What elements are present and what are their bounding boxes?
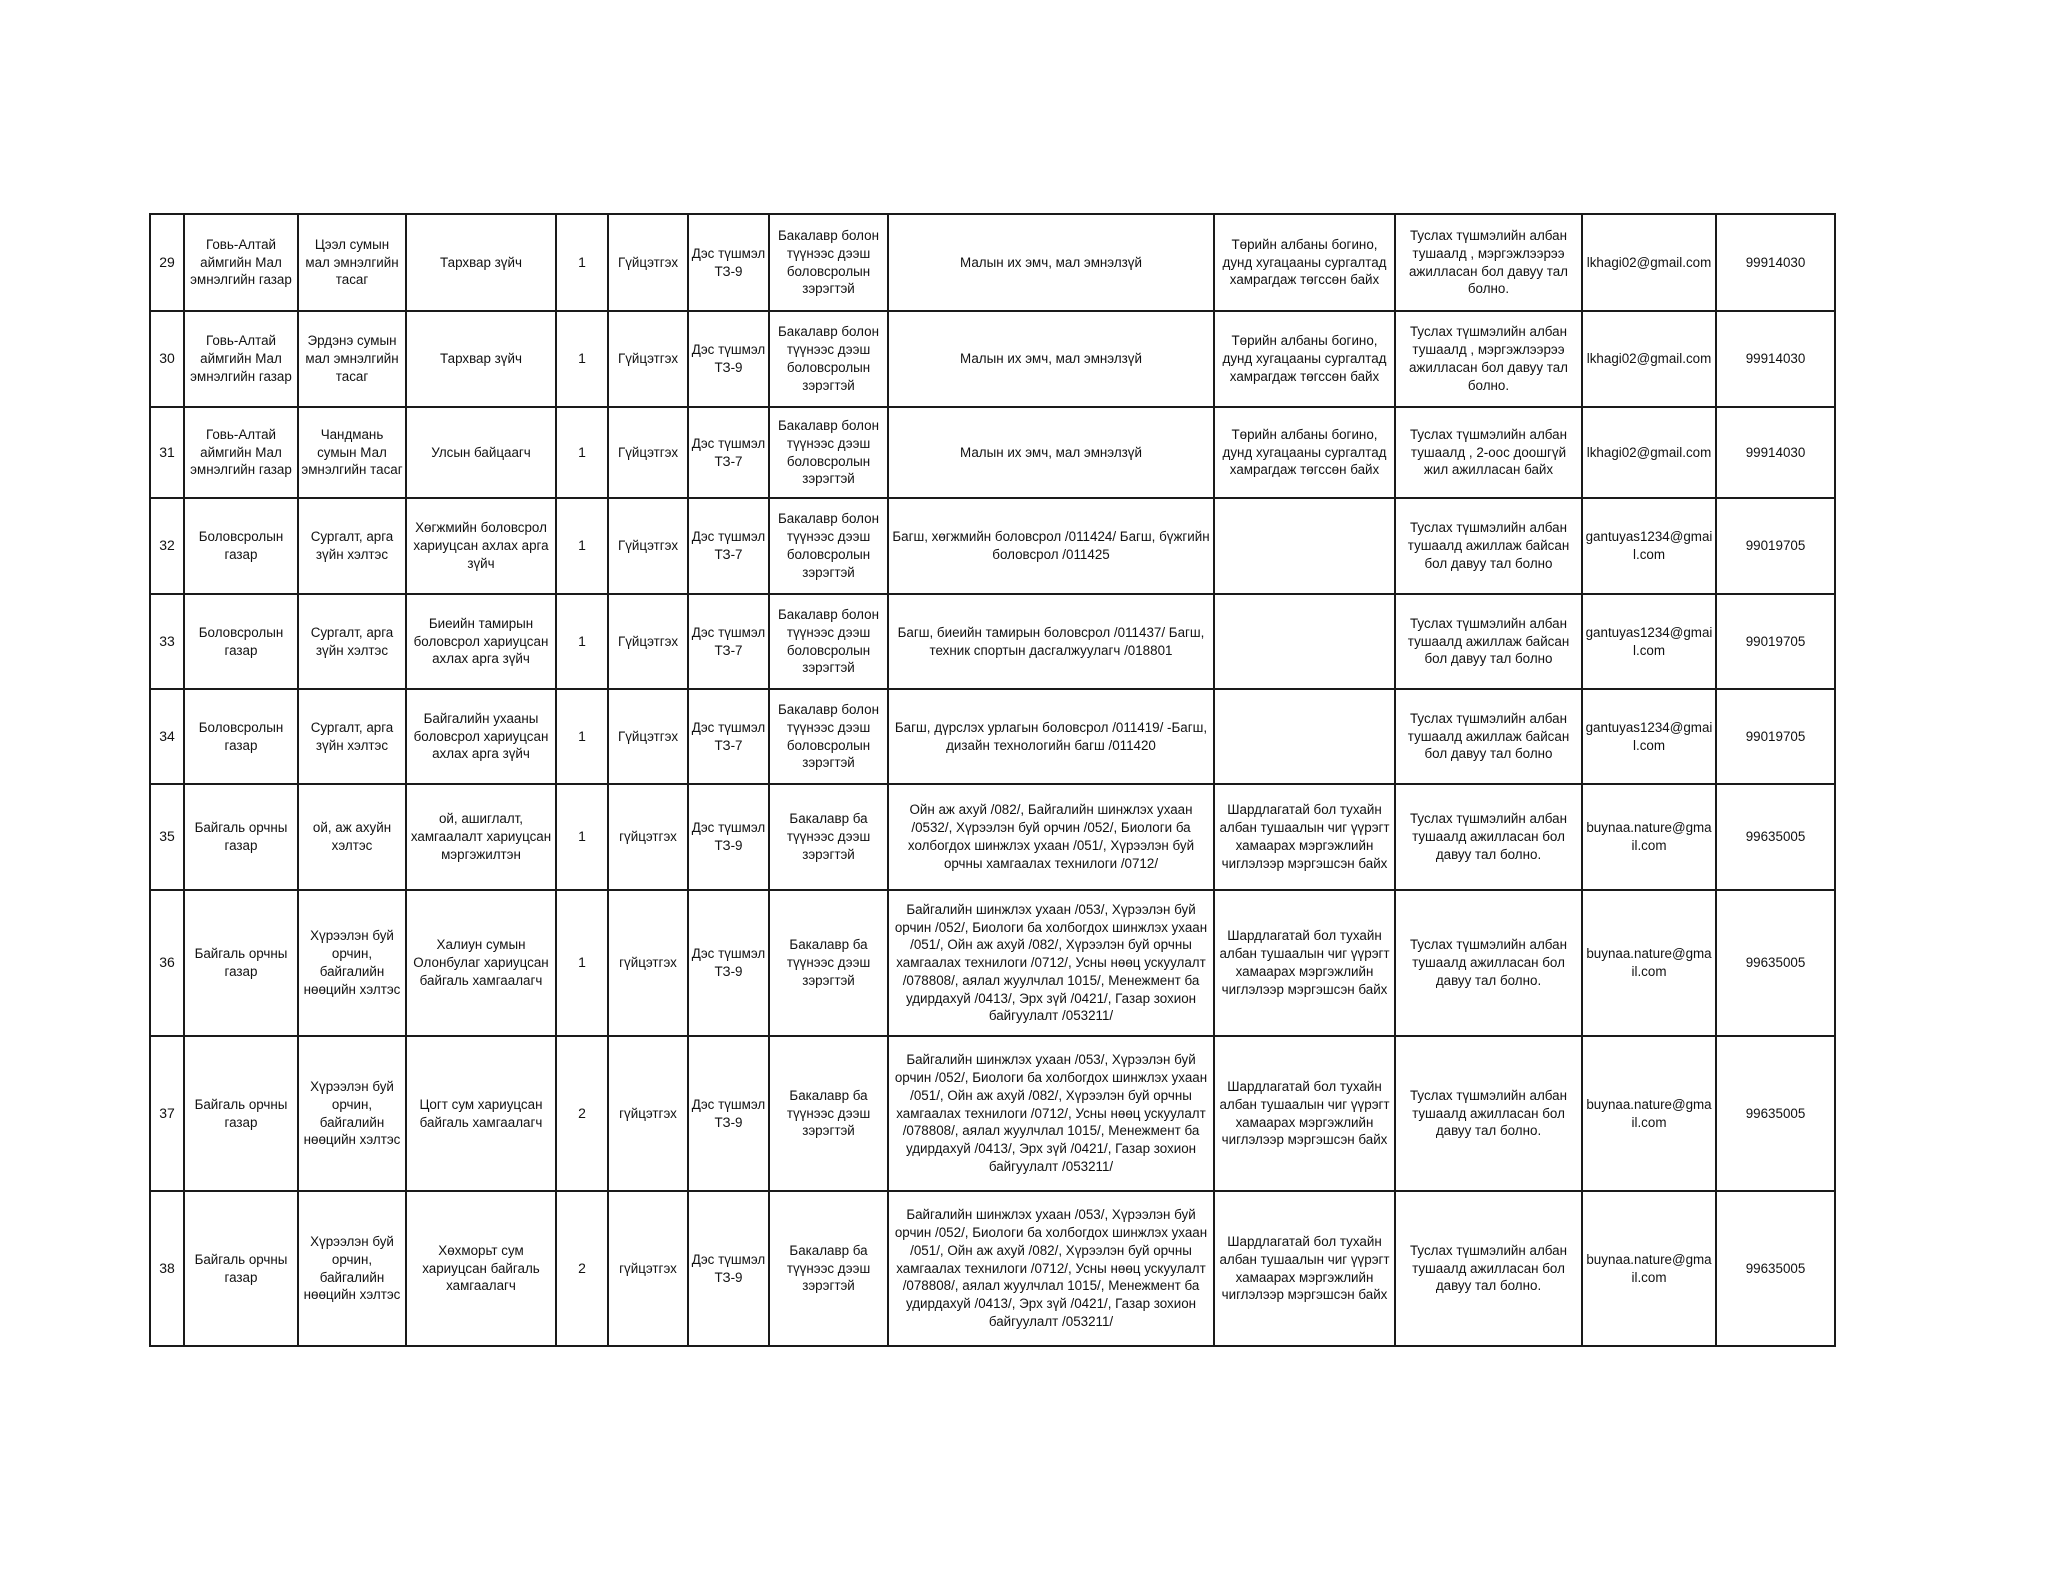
table-row	[150, 890, 1835, 1036]
education-cell: Бакалавр болон түүнээс дээш боловсролын зэрэгтэй	[769, 214, 888, 311]
email-cell: buynaa.nature@gmail.com	[1582, 784, 1716, 890]
organization-cell: Боловсролын газар	[184, 498, 298, 594]
experience-cell: Туслах түшмэлийн албан тушаалд , мэргэжлээрээ ажилласан бол давуу тал болно.	[1395, 311, 1582, 407]
email-cell: gantuyas1234@gmail.com	[1582, 689, 1716, 784]
phone-cell: 99019705	[1716, 689, 1835, 784]
experience-cell: Туслах түшмэлийн албан тушаалд ажиллаж байсан бол давуу тал болно	[1395, 594, 1582, 689]
email-cell: gantuyas1234@gmail.com	[1582, 594, 1716, 689]
count-cell: 1	[556, 311, 608, 407]
experience-cell: Туслах түшмэлийн албан тушаалд ажилласан бол давуу тал болно.	[1395, 1191, 1582, 1346]
profession-cell: Багш, дүрслэх урлагын боловсрол /011419/ -Багш, дизайн технологийн багш /011420	[888, 689, 1214, 784]
rank-cell: Дэс түшмэл ТЗ-9	[688, 311, 769, 407]
position-cell: Тархвар зүйч	[406, 214, 556, 311]
profession-cell: Малын их эмч, мал эмнэлзүй	[888, 311, 1214, 407]
count-cell: 1	[556, 689, 608, 784]
count-cell: 1	[556, 407, 608, 498]
phone-cell: 99635005	[1716, 890, 1835, 1036]
row-number: 30	[150, 311, 184, 407]
table-row	[150, 594, 1835, 689]
rank-cell: Дэс түшмэл ТЗ-7	[688, 689, 769, 784]
education-cell: Бакалавр болон түүнээс дээш боловсролын зэрэгтэй	[769, 594, 888, 689]
position-cell: Хөгжмийн боловсрол хариуцсан ахлах арга зүйч	[406, 498, 556, 594]
profession-cell: Байгалийн шинжлэх ухаан /053/, Хүрээлэн буй орчин /052/, Биологи ба холбогдох шинжлэх ухаан /051/, Ойн аж ахуй /082/, Хүрээлэн буй орчны хамгаалах технилоги /0712/, Усны нөөц ускуулалт /078808/, аялал жуулчлал 1015/, Менежмент ба удирдахуй /0413/, Эрх зүй /0421/, Газар зохион байгуулалт /053211/	[888, 890, 1214, 1036]
experience-cell: Туслах түшмэлийн албан тушаалд ажилласан бол давуу тал болно.	[1395, 1036, 1582, 1191]
row-number: 36	[150, 890, 184, 1036]
training-cell	[1214, 594, 1395, 689]
training-cell: Шардлагатай бол тухайн албан тушаалын чиг үүрэгт хамаарах мэргэжлийн чиглэлээр мэргэшсэн байх	[1214, 890, 1395, 1036]
type-cell: Гүйцэтгэх	[608, 407, 688, 498]
phone-cell: 99019705	[1716, 594, 1835, 689]
education-cell: Бакалавр болон түүнээс дээш боловсролын зэрэгтэй	[769, 689, 888, 784]
organization-cell: Говь-Алтай аймгийн Мал эмнэлгийн газар	[184, 214, 298, 311]
email-cell: lkhagi02@gmail.com	[1582, 214, 1716, 311]
profession-cell: Малын их эмч, мал эмнэлзүй	[888, 407, 1214, 498]
education-cell: Бакалавр болон түүнээс дээш боловсролын зэрэгтэй	[769, 498, 888, 594]
unit-cell: Чандмань сумын Мал эмнэлгийн тасаг	[298, 407, 406, 498]
unit-cell: Хүрээлэн буй орчин, байгалийн нөөцийн хэлтэс	[298, 1036, 406, 1191]
position-cell: Халиун сумын Олонбулаг хариуцсан байгаль хамгаалагч	[406, 890, 556, 1036]
phone-cell: 99019705	[1716, 498, 1835, 594]
organization-cell: Байгаль орчны газар	[184, 890, 298, 1036]
row-number: 37	[150, 1036, 184, 1191]
type-cell: Гүйцэтгэх	[608, 689, 688, 784]
row-number: 33	[150, 594, 184, 689]
table-row	[150, 407, 1835, 498]
table-row	[150, 689, 1835, 784]
training-cell: Шардлагатай бол тухайн албан тушаалын чиг үүрэгт хамаарах мэргэжлийн чиглэлээр мэргэшсэн байх	[1214, 1191, 1395, 1346]
organization-cell: Байгаль орчны газар	[184, 784, 298, 890]
position-cell: ой, ашиглалт, хамгаалалт хариуцсан мэргэжилтэн	[406, 784, 556, 890]
email-cell: lkhagi02@gmail.com	[1582, 407, 1716, 498]
email-cell: buynaa.nature@gmail.com	[1582, 890, 1716, 1036]
unit-cell: Эрдэнэ сумын мал эмнэлгийн тасаг	[298, 311, 406, 407]
row-number: 38	[150, 1191, 184, 1346]
profession-cell: Багш, биеийн тамирын боловсрол /011437/ Багш, техник спортын дасгалжуулагч /018801	[888, 594, 1214, 689]
training-cell: Шардлагатай бол тухайн албан тушаалын чиг үүрэгт хамаарах мэргэжлийн чиглэлээр мэргэшсэн байх	[1214, 1036, 1395, 1191]
type-cell: гүйцэтгэх	[608, 890, 688, 1036]
row-number: 32	[150, 498, 184, 594]
rank-cell: Дэс түшмэл ТЗ-9	[688, 214, 769, 311]
education-cell: Бакалавр ба түүнээс дээш зэрэгтэй	[769, 784, 888, 890]
phone-cell: 99914030	[1716, 407, 1835, 498]
position-cell: Байгалийн ухааны боловсрол хариуцсан ахлах арга зүйч	[406, 689, 556, 784]
unit-cell: ой, аж ахуйн хэлтэс	[298, 784, 406, 890]
unit-cell: Хүрээлэн буй орчин, байгалийн нөөцийн хэлтэс	[298, 1191, 406, 1346]
table-row	[150, 498, 1835, 594]
training-cell: Төрийн албаны богино, дунд хугацааны сургалтад хамрагдаж төгссөн байх	[1214, 311, 1395, 407]
organization-cell: Боловсролын газар	[184, 689, 298, 784]
type-cell: Гүйцэтгэх	[608, 214, 688, 311]
table-row	[150, 311, 1835, 407]
training-cell: Шардлагатай бол тухайн албан тушаалын чиг үүрэгт хамаарах мэргэжлийн чиглэлээр мэргэшсэн байх	[1214, 784, 1395, 890]
unit-cell: Хүрээлэн буй орчин, байгалийн нөөцийн хэлтэс	[298, 890, 406, 1036]
email-cell: buynaa.nature@gmail.com	[1582, 1191, 1716, 1346]
row-number: 34	[150, 689, 184, 784]
unit-cell: Сургалт, арга зүйн хэлтэс	[298, 498, 406, 594]
experience-cell: Туслах түшмэлийн албан тушаалд ажиллаж байсан бол давуу тал болно	[1395, 689, 1582, 784]
training-cell	[1214, 689, 1395, 784]
experience-cell: Туслах түшмэлийн албан тушаалд , 2-оос доошгүй жил ажилласан байх	[1395, 407, 1582, 498]
education-cell: Бакалавр ба түүнээс дээш зэрэгтэй	[769, 1036, 888, 1191]
organization-cell: Говь-Алтай аймгийн Мал эмнэлгийн газар	[184, 311, 298, 407]
education-cell: Бакалавр болон түүнээс дээш боловсролын зэрэгтэй	[769, 311, 888, 407]
count-cell: 1	[556, 594, 608, 689]
table-body	[150, 214, 1835, 1346]
rank-cell: Дэс түшмэл ТЗ-9	[688, 890, 769, 1036]
type-cell: Гүйцэтгэх	[608, 311, 688, 407]
organization-cell: Байгаль орчны газар	[184, 1036, 298, 1191]
phone-cell: 99914030	[1716, 214, 1835, 311]
experience-cell: Туслах түшмэлийн албан тушаалд ажиллаж байсан бол давуу тал болно	[1395, 498, 1582, 594]
table-row	[150, 1191, 1835, 1346]
training-cell: Төрийн албаны богино, дунд хугацааны сургалтад хамрагдаж төгссөн байх	[1214, 214, 1395, 311]
type-cell: Гүйцэтгэх	[608, 498, 688, 594]
type-cell: гүйцэтгэх	[608, 784, 688, 890]
email-cell: buynaa.nature@gmail.com	[1582, 1036, 1716, 1191]
unit-cell: Цээл сумын мал эмнэлгийн тасаг	[298, 214, 406, 311]
row-number: 31	[150, 407, 184, 498]
organization-cell: Байгаль орчны газар	[184, 1191, 298, 1346]
rank-cell: Дэс түшмэл ТЗ-9	[688, 1036, 769, 1191]
vacancy-table	[149, 213, 1836, 1347]
position-cell: Улсын байцаагч	[406, 407, 556, 498]
phone-cell: 99635005	[1716, 1191, 1835, 1346]
count-cell: 2	[556, 1036, 608, 1191]
experience-cell: Туслах түшмэлийн албан тушаалд , мэргэжлээрээ ажилласан бол давуу тал болно.	[1395, 214, 1582, 311]
education-cell: Бакалавр болон түүнээс дээш боловсролын зэрэгтэй	[769, 407, 888, 498]
table-row	[150, 784, 1835, 890]
profession-cell: Малын их эмч, мал эмнэлзүй	[888, 214, 1214, 311]
count-cell: 2	[556, 1191, 608, 1346]
organization-cell: Боловсролын газар	[184, 594, 298, 689]
position-cell: Биеийн тамирын боловсрол хариуцсан ахлах арга зүйч	[406, 594, 556, 689]
rank-cell: Дэс түшмэл ТЗ-9	[688, 784, 769, 890]
count-cell: 1	[556, 890, 608, 1036]
phone-cell: 99635005	[1716, 1036, 1835, 1191]
unit-cell: Сургалт, арга зүйн хэлтэс	[298, 594, 406, 689]
table-row	[150, 1036, 1835, 1191]
education-cell: Бакалавр ба түүнээс дээш зэрэгтэй	[769, 890, 888, 1036]
type-cell: гүйцэтгэх	[608, 1191, 688, 1346]
rank-cell: Дэс түшмэл ТЗ-7	[688, 407, 769, 498]
profession-cell: Багш, хөгжмийн боловсрол /011424/ Багш, бүжгийн боловсрол /011425	[888, 498, 1214, 594]
email-cell: gantuyas1234@gmail.com	[1582, 498, 1716, 594]
email-cell: lkhagi02@gmail.com	[1582, 311, 1716, 407]
experience-cell: Туслах түшмэлийн албан тушаалд ажилласан бол давуу тал болно.	[1395, 890, 1582, 1036]
count-cell: 1	[556, 214, 608, 311]
profession-cell: Байгалийн шинжлэх ухаан /053/, Хүрээлэн буй орчин /052/, Биологи ба холбогдох шинжлэх ухаан /051/, Ойн аж ахуй /082/, Хүрээлэн буй орчны хамгаалах технилоги /0712/, Усны нөөц ускуулалт /078808/, аялал жуулчлал 1015/, Менежмент ба удирдахуй /0413/, Эрх зүй /0421/, Газар зохион байгуулалт /053211/	[888, 1036, 1214, 1191]
profession-cell: Ойн аж ахуй /082/, Байгалийн шинжлэх ухаан /0532/, Хүрээлэн буй орчин /052/, Биологи ба холбогдох шинжлэх ухаан /051/, Хүрээлэн буй орчны хамгаалах технилоги /0712/	[888, 784, 1214, 890]
organization-cell: Говь-Алтай аймгийн Мал эмнэлгийн газар	[184, 407, 298, 498]
position-cell: Хөхморьт сум хариуцсан байгаль хамгаалагч	[406, 1191, 556, 1346]
rank-cell: Дэс түшмэл ТЗ-7	[688, 594, 769, 689]
row-number: 35	[150, 784, 184, 890]
education-cell: Бакалавр ба түүнээс дээш зэрэгтэй	[769, 1191, 888, 1346]
phone-cell: 99914030	[1716, 311, 1835, 407]
training-cell	[1214, 498, 1395, 594]
type-cell: гүйцэтгэх	[608, 1036, 688, 1191]
position-cell: Цогт сум хариуцсан байгаль хамгаалагч	[406, 1036, 556, 1191]
rank-cell: Дэс түшмэл ТЗ-7	[688, 498, 769, 594]
rank-cell: Дэс түшмэл ТЗ-9	[688, 1191, 769, 1346]
type-cell: Гүйцэтгэх	[608, 594, 688, 689]
phone-cell: 99635005	[1716, 784, 1835, 890]
count-cell: 1	[556, 784, 608, 890]
row-number: 29	[150, 214, 184, 311]
position-cell: Тархвар зүйч	[406, 311, 556, 407]
count-cell: 1	[556, 498, 608, 594]
training-cell: Төрийн албаны богино, дунд хугацааны сургалтад хамрагдаж төгссөн байх	[1214, 407, 1395, 498]
experience-cell: Туслах түшмэлийн албан тушаалд ажилласан бол давуу тал болно.	[1395, 784, 1582, 890]
profession-cell: Байгалийн шинжлэх ухаан /053/, Хүрээлэн буй орчин /052/, Биологи ба холбогдох шинжлэх ухаан /051/, Ойн аж ахуй /082/, Хүрээлэн буй орчны хамгаалах технилоги /0712/, Усны нөөц ускуулалт /078808/, аялал жуулчлал 1015/, Менежмент ба удирдахуй /0413/, Эрх зүй /0421/, Газар зохион байгуулалт /053211/	[888, 1191, 1214, 1346]
table-row	[150, 214, 1835, 311]
unit-cell: Сургалт, арга зүйн хэлтэс	[298, 689, 406, 784]
